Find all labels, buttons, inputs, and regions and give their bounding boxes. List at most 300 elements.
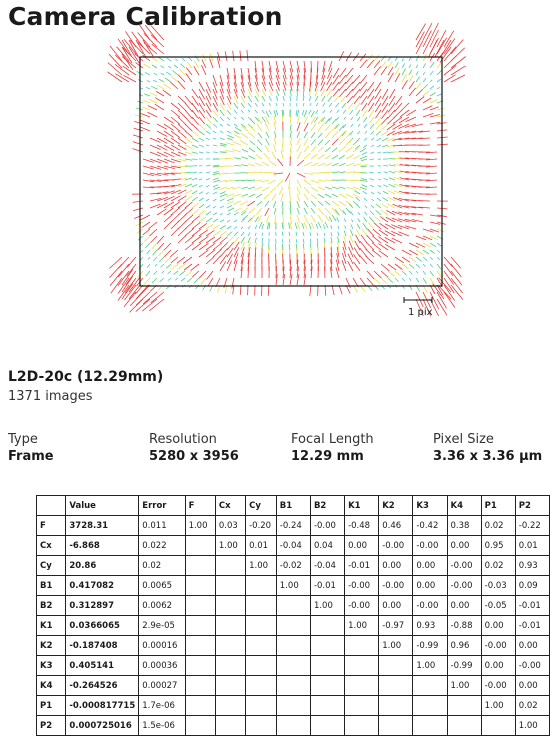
distortion-vector	[192, 209, 199, 215]
distortion-vector	[311, 208, 315, 213]
correlation-cell	[215, 616, 245, 636]
distortion-vector	[370, 211, 374, 215]
row-header: K4	[37, 676, 66, 696]
distortion-vector	[234, 226, 237, 229]
distortion-vector	[192, 203, 198, 208]
distortion-vector	[304, 222, 307, 229]
distortion-vector	[192, 216, 200, 222]
distortion-vector	[297, 160, 304, 166]
correlation-cell: -0.00	[447, 556, 481, 576]
distortion-vector	[374, 66, 381, 75]
distortion-vector	[389, 178, 395, 180]
distortion-vector	[159, 57, 164, 61]
distortion-vector	[325, 187, 332, 189]
distortion-vector	[185, 243, 194, 250]
distortion-vector	[220, 110, 224, 116]
distortion-vector	[332, 187, 339, 189]
distortion-vector	[416, 89, 423, 96]
distortion-vector	[206, 212, 211, 215]
distortion-vector	[311, 201, 316, 206]
column-header: Cx	[215, 496, 245, 516]
distortion-vector	[268, 285, 269, 296]
distortion-vector	[382, 197, 388, 201]
distortion-vector	[199, 172, 202, 173]
distortion-vector	[342, 103, 346, 108]
correlation-cell: 1.00	[345, 616, 379, 636]
distortion-vector	[331, 225, 332, 229]
distortion-vector	[297, 173, 305, 177]
distortion-vector	[304, 110, 307, 117]
distortion-vector	[376, 210, 381, 215]
distortion-vector	[375, 217, 381, 223]
spec-label: Resolution	[149, 432, 217, 447]
distortion-vector	[290, 110, 291, 117]
distortion-vector	[130, 299, 144, 312]
distortion-vector	[134, 121, 143, 124]
table-row	[37, 676, 550, 696]
distortion-vector	[258, 133, 262, 138]
distortion-vector	[262, 285, 263, 296]
distortion-vector	[279, 187, 283, 195]
distortion-vector	[402, 58, 404, 61]
distortion-vector	[154, 257, 157, 261]
distortion-vector	[423, 264, 426, 267]
distortion-vector	[302, 223, 304, 229]
distortion-vector	[227, 135, 234, 138]
correlation-cell	[310, 616, 344, 636]
distortion-vector	[220, 117, 224, 121]
distortion-vector	[185, 145, 192, 149]
row-header: Cy	[37, 556, 66, 576]
distortion-vector	[437, 87, 440, 89]
distortion-vector	[157, 85, 164, 89]
table-row	[37, 596, 550, 616]
distortion-vector	[423, 63, 426, 68]
distortion-vector	[192, 145, 198, 148]
distortion-vector	[213, 192, 217, 194]
distortion-vector	[409, 88, 416, 96]
distortion-vector	[423, 278, 427, 284]
distortion-vector	[206, 124, 211, 129]
column-header: K1	[345, 496, 379, 516]
spec-value: 5280 x 3956	[149, 449, 239, 464]
distortion-vector	[384, 178, 389, 180]
correlation-cell: 0.00	[413, 576, 447, 596]
distortion-vector	[444, 292, 455, 308]
distortion-vector	[382, 204, 388, 208]
distortion-vector	[409, 81, 414, 89]
distortion-vector	[318, 187, 325, 190]
distortion-vector	[336, 117, 339, 120]
column-header: B2	[310, 496, 344, 516]
distortion-vector	[150, 93, 157, 96]
correlation-cell	[481, 716, 515, 736]
distortion-vector	[185, 152, 192, 154]
distortion-vector	[423, 257, 427, 261]
distortion-vector	[241, 117, 244, 120]
distortion-vector	[143, 100, 150, 103]
distortion-vector	[255, 238, 256, 243]
distortion-vector	[254, 180, 262, 181]
distortion-vector	[248, 218, 252, 222]
distortion-vector-plot	[0, 0, 550, 320]
correlation-cell	[276, 676, 310, 696]
distortion-vector	[282, 201, 283, 208]
distortion-vector	[311, 154, 318, 159]
distortion-vector	[376, 204, 381, 208]
distortion-vector	[290, 131, 292, 138]
distortion-vector	[110, 46, 122, 61]
distortion-vector	[423, 271, 426, 275]
distortion-vector	[318, 140, 323, 145]
distortion-vector	[272, 152, 276, 159]
distortion-vector	[185, 138, 192, 143]
distortion-vector	[318, 172, 326, 173]
distortion-vector	[311, 146, 316, 152]
distortion-vector	[283, 103, 284, 106]
distortion-vector	[185, 196, 192, 201]
distortion-vector	[338, 226, 339, 229]
distortion-vector	[371, 192, 374, 194]
distortion-vector	[241, 110, 244, 113]
distortion-vector	[340, 89, 347, 97]
distortion-vector	[377, 145, 381, 147]
column-header: K3	[413, 496, 447, 516]
distortion-vector	[185, 117, 192, 125]
error-cell: 0.0062	[139, 596, 185, 616]
spec-focal-length	[291, 431, 374, 465]
distortion-vector	[311, 194, 317, 199]
correlation-cell: 0.96	[447, 636, 481, 656]
distortion-vector	[269, 110, 271, 114]
distortion-vector	[199, 124, 205, 130]
distortion-vector	[304, 139, 308, 145]
distortion-vector	[199, 145, 204, 147]
distortion-vector	[173, 71, 178, 75]
distortion-vector	[364, 217, 367, 222]
distortion-vector	[367, 229, 374, 236]
distortion-vector	[133, 135, 143, 138]
distortion-vector	[179, 271, 185, 275]
value-cell: -0.264526	[66, 676, 139, 696]
distortion-vector	[201, 278, 206, 285]
distortion-vector	[146, 87, 150, 89]
distortion-vector	[297, 222, 300, 230]
distortion-vector	[148, 222, 157, 229]
distortion-vector	[206, 178, 210, 180]
correlation-cell: -0.02	[276, 556, 310, 576]
correlation-cell: -0.00	[345, 576, 379, 596]
distortion-vector	[361, 159, 367, 161]
correlation-cell	[246, 696, 277, 716]
distortion-vector	[220, 192, 226, 195]
distortion-vector	[309, 96, 311, 101]
distortion-vector	[322, 96, 325, 101]
distortion-vector	[376, 124, 381, 130]
distortion-vector	[234, 260, 237, 271]
distortion-vector	[136, 299, 150, 312]
distortion-vector	[144, 278, 150, 285]
correlation-cell	[185, 676, 215, 696]
distortion-vector	[370, 185, 374, 187]
distortion-vector	[383, 165, 388, 166]
distortion-vector	[273, 144, 276, 152]
distortion-vector	[395, 73, 400, 82]
distortion-vector	[199, 152, 203, 153]
column-header: P2	[515, 496, 549, 516]
correlation-cell	[276, 656, 310, 676]
correlation-cell: 0.46	[379, 516, 413, 536]
distortion-vector	[444, 56, 456, 68]
correlation-cell	[246, 656, 277, 676]
column-header: K4	[447, 496, 481, 516]
distortion-vector	[185, 228, 194, 236]
distortion-vector	[316, 103, 318, 106]
distortion-vector	[199, 223, 207, 229]
distortion-vector	[168, 66, 171, 68]
distortion-vector	[360, 82, 367, 91]
correlation-cell: 0.02	[515, 696, 549, 716]
distortion-vector	[202, 54, 206, 61]
distortion-vector	[283, 96, 284, 101]
correlation-cell	[246, 596, 277, 616]
distortion-vector	[318, 194, 324, 198]
correlation-cell: -0.01	[515, 596, 549, 616]
distortion-vector	[374, 61, 380, 69]
distortion-vector	[360, 75, 367, 84]
distortion-vector	[329, 103, 332, 107]
distortion-vector	[437, 264, 441, 269]
distortion-vector	[374, 278, 380, 284]
correlation-cell: 0.04	[310, 536, 344, 556]
distortion-vector	[366, 256, 374, 264]
correlation-cell: 1.00	[215, 536, 245, 556]
distortion-vector	[358, 124, 360, 127]
distortion-vector	[297, 208, 299, 214]
column-header: P1	[481, 496, 515, 516]
distortion-vector	[344, 236, 346, 243]
value-cell: 0.0366065	[66, 616, 139, 636]
distortion-vector	[423, 91, 429, 96]
distortion-vector	[339, 132, 345, 138]
distortion-vector	[262, 238, 263, 243]
correlation-cell: 1.00	[276, 576, 310, 596]
error-cell: 0.0065	[139, 576, 185, 596]
distortion-vector	[346, 89, 353, 97]
corner-header-cell	[37, 496, 66, 516]
distortion-vector	[437, 292, 447, 308]
distortion-vector	[311, 163, 319, 166]
distortion-vector	[315, 96, 318, 101]
distortion-vector	[332, 201, 339, 206]
distortion-vector	[206, 165, 210, 166]
distortion-vector	[311, 132, 315, 138]
distortion-vector	[317, 233, 318, 236]
distortion-vector	[206, 145, 209, 146]
distortion-vector	[110, 264, 123, 278]
correlation-cell	[215, 596, 245, 616]
distortion-vector	[199, 211, 205, 216]
distortion-vector	[162, 271, 164, 273]
distortion-vector	[423, 72, 425, 75]
distortion-vector	[227, 206, 232, 209]
distortion-vector	[151, 236, 158, 243]
distortion-vector	[304, 187, 309, 193]
distortion-vector	[325, 140, 330, 145]
correlation-cell	[379, 656, 413, 676]
distortion-vector	[304, 123, 308, 131]
distortion-vector	[423, 98, 431, 103]
distortion-vector	[189, 57, 193, 61]
distortion-vector	[165, 78, 171, 82]
distortion-vector	[402, 257, 410, 262]
distortion-vector	[388, 67, 393, 75]
distortion-vector	[354, 262, 361, 271]
correlation-cell	[276, 696, 310, 716]
distortion-vector	[266, 139, 269, 146]
distortion-vector	[134, 128, 143, 131]
distortion-vector	[213, 213, 217, 215]
distortion-vector	[241, 187, 248, 189]
distortion-vector	[341, 96, 346, 102]
distortion-vector	[430, 80, 432, 82]
distortion-vector	[430, 257, 433, 260]
distortion-vector	[346, 201, 352, 206]
distortion-vector	[325, 155, 331, 159]
distortion-vector	[163, 90, 171, 96]
distortion-vector	[266, 215, 269, 223]
distortion-vector	[402, 271, 407, 275]
distortion-vector	[262, 187, 269, 191]
distortion-vector	[378, 179, 381, 180]
distortion-vector	[304, 215, 308, 223]
distortion-vector	[303, 103, 304, 106]
distortion-vector	[318, 215, 323, 222]
distortion-vector	[275, 131, 277, 138]
distortion-vector	[241, 157, 248, 159]
distortion-vector	[136, 285, 149, 299]
distortion-vector	[389, 165, 395, 166]
distortion-vector	[206, 131, 211, 134]
distortion-vector	[199, 117, 205, 124]
distortion-vector	[369, 103, 375, 112]
distortion-vector	[142, 222, 150, 228]
correlation-cell	[276, 716, 310, 736]
table-row	[37, 536, 550, 556]
distortion-vector	[220, 124, 223, 126]
distortion-vector	[352, 75, 360, 84]
distortion-vector	[402, 74, 407, 82]
distortion-vector	[257, 147, 262, 152]
distortion-vector	[370, 152, 374, 154]
distortion-vector	[140, 257, 143, 261]
distortion-vector	[395, 278, 399, 282]
distortion-vector	[318, 155, 325, 159]
distortion-vector	[374, 271, 381, 278]
distortion-vector	[178, 75, 185, 82]
correlation-cell	[310, 676, 344, 696]
distortion-vector	[346, 139, 352, 145]
value-cell: 0.417082	[66, 576, 139, 596]
distortion-vector	[166, 72, 171, 75]
distortion-vector	[345, 226, 346, 230]
correlation-cell: -0.04	[310, 556, 344, 576]
distortion-vector	[416, 250, 424, 255]
distortion-vector	[175, 59, 178, 61]
distortion-vector	[338, 231, 339, 236]
distortion-vector	[167, 58, 171, 61]
distortion-vector	[353, 89, 360, 98]
distortion-vector	[335, 103, 339, 107]
correlation-cell	[345, 676, 379, 696]
distortion-vector	[234, 232, 238, 236]
spec-label: Pixel Size	[433, 432, 494, 447]
correlation-cell	[246, 636, 277, 656]
distortion-vector	[316, 110, 319, 114]
distortion-vector	[416, 77, 420, 82]
distortion-vector	[339, 187, 345, 189]
distortion-vector	[273, 201, 276, 208]
correlation-cell: -0.00	[379, 536, 413, 556]
distortion-vector	[233, 201, 241, 205]
distortion-vector	[268, 180, 276, 184]
distortion-vector	[388, 264, 396, 270]
distortion-vector	[227, 232, 232, 237]
distortion-vector	[269, 223, 270, 229]
distortion-vector	[199, 271, 206, 278]
distortion-vector	[178, 96, 186, 104]
distortion-vector	[143, 292, 157, 304]
distortion-vector	[362, 152, 367, 155]
value-cell: 3728.31	[66, 516, 139, 536]
distortion-vector	[143, 229, 150, 235]
distortion-vector	[206, 152, 210, 153]
spec-label: Type	[8, 432, 38, 447]
distortion-vector	[234, 180, 241, 181]
spec-label: Focal Length	[291, 432, 374, 447]
correlation-cell	[276, 616, 310, 636]
distortion-vector	[290, 125, 291, 132]
distortion-vector	[146, 271, 150, 276]
distortion-vector	[325, 267, 326, 279]
distortion-vector	[256, 194, 262, 198]
error-cell: 0.00036	[139, 656, 185, 676]
distortion-vector	[304, 132, 308, 138]
distortion-vector	[310, 103, 311, 106]
distortion-vector	[164, 214, 173, 222]
spec-value: 3.36 x 3.36 µm	[433, 449, 543, 464]
distortion-vector	[339, 146, 346, 152]
distortion-vector	[133, 208, 143, 211]
distortion-vector	[160, 66, 164, 68]
distortion-vector	[220, 231, 227, 236]
distortion-vector	[199, 230, 208, 236]
distortion-vector	[362, 103, 367, 111]
distortion-vector	[143, 40, 153, 56]
distortion-vector	[185, 159, 192, 160]
distortion-vector	[235, 158, 242, 159]
distortion-vector	[276, 89, 279, 96]
correlation-cell: -0.01	[345, 556, 379, 576]
correlation-cell	[185, 596, 215, 616]
distortion-vector	[144, 94, 150, 96]
distortion-vector	[437, 70, 442, 75]
distortion-vector	[350, 110, 353, 115]
distortion-vector	[332, 125, 337, 131]
distortion-vector	[304, 162, 312, 166]
table-row	[37, 516, 550, 536]
distortion-vector	[234, 220, 237, 222]
